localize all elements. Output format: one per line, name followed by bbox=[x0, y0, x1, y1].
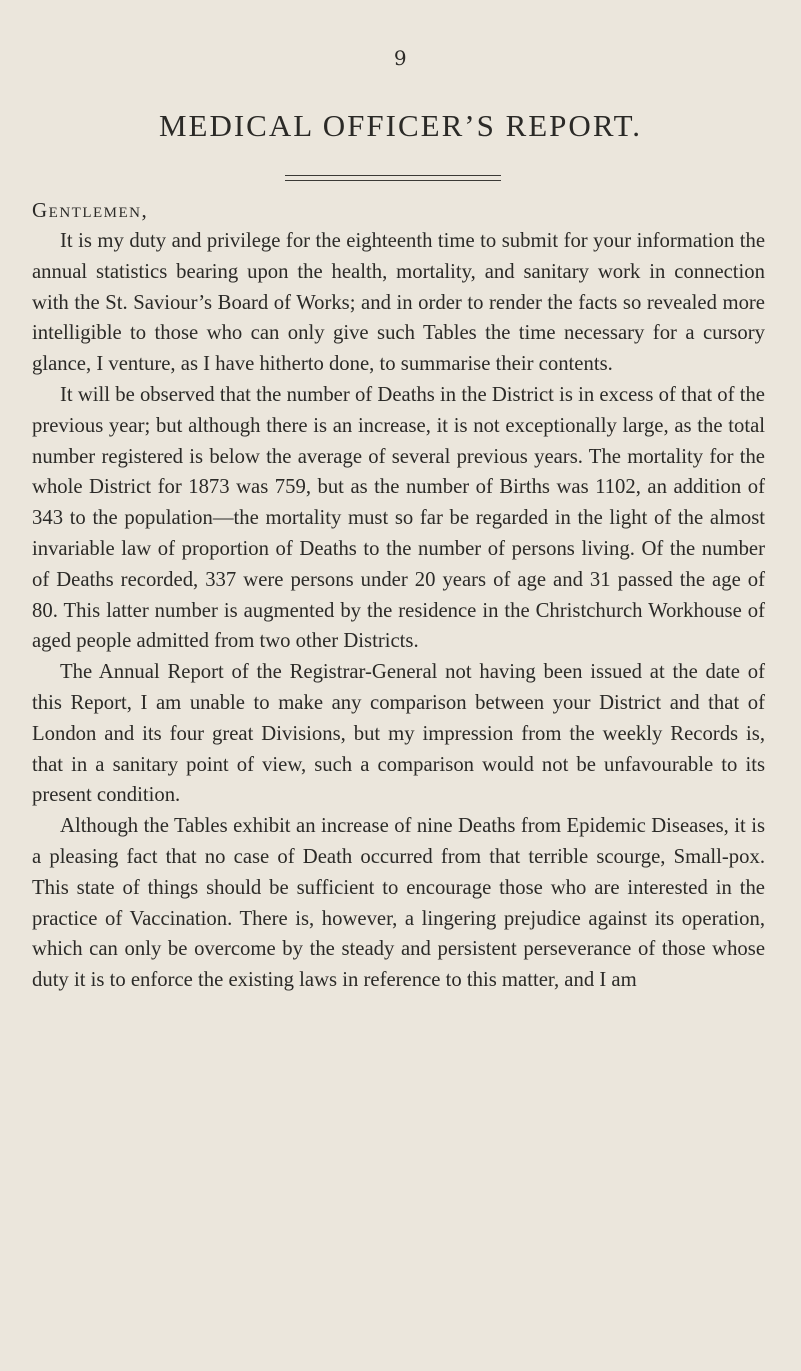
paragraph-registrar: The Annual Report of the Registrar-General not having been issued at the date of this Report, I am unable to make any comparison between your District and that of London and its four great Divisions, but my impression from the weekly Records is, that in a sanitary point of view, such a comparison would not be unfavourable to its present condition. bbox=[32, 661, 765, 807]
paragraph-duty: It is my duty and privilege for the eighteenth time to submit for your information the annual statistics bearing upon the health, mortality, and sanitary work in connection with the St. Saviour’s Board of Works; and in order to render the facts so revealed more intelligible to those who can only give such Tables the time necessary for a cursory glance, I venture, as I have hitherto done, to summarise their contents. bbox=[32, 230, 765, 376]
paragraph-epidemic: Although the Tables exhibit an increase of nine Deaths from Epidemic Diseases, it is a pleasing fact that no case of Death occurred from that terrible scourge, Small-pox. This state of things should be sufficient to encourage those who are interested in the practice of Vaccination. There is, however, a lingering prejudice against its operation, which can only be overcome by the steady and persistent perseverance of those whose duty it is to enforce the existing laws in reference to this matter, and I am bbox=[32, 815, 765, 992]
page-number: 9 bbox=[393, 46, 408, 70]
title-divider bbox=[285, 175, 501, 181]
paragraph-deaths: It will be observed that the number of Deaths in the District is in excess of that of the previous year; but although there is an increase, it is not exceptionally large, as the total number registered is below the average of several previous years. The mortality for the whole District for 1873 was 759, but as the number of Births was 1102, an addition of 343 to the population—the mortality must so far be regarded in the light of the almost invariable law of proportion of Deaths to the number of persons living. Of the number of Deaths recorded, 337 were persons under 20 years of age and 31 passed the age of 80. This latter number is augmented by the residence in the Christchurch Workhouse of aged people admitted from two other Districts. bbox=[32, 383, 765, 653]
report-body bbox=[32, 226, 765, 996]
page-title: MEDICAL OFFICER’S REPORT. bbox=[158, 108, 643, 143]
salutation: Gentlemen, bbox=[32, 198, 149, 222]
